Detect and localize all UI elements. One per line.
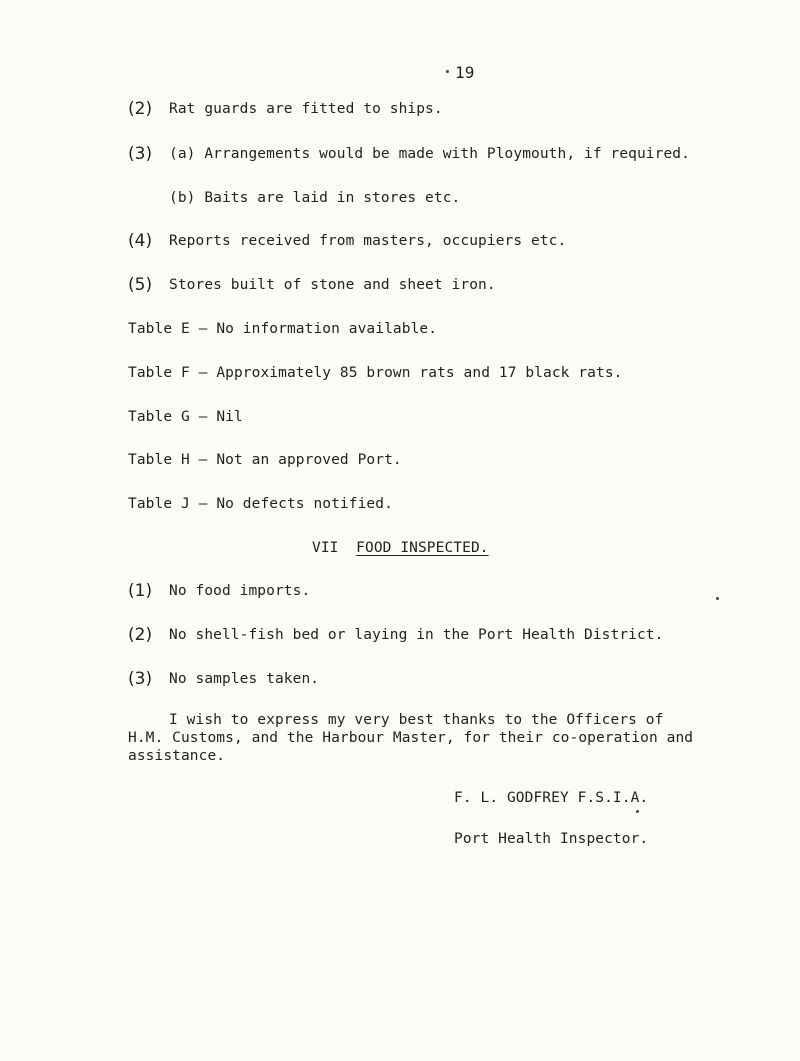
table-label-text: Table F bbox=[128, 365, 190, 381]
signature-title: Port Health Inspector. bbox=[454, 831, 649, 847]
table-entry: Not an approved Port. bbox=[216, 452, 402, 468]
table-label: Table H – Not an approved Port. bbox=[128, 452, 402, 468]
list-item: (b) Baits are laid in stores etc. bbox=[169, 190, 461, 206]
section-heading bbox=[312, 539, 489, 557]
item-number: (4) bbox=[128, 231, 153, 251]
table-entry: Nil bbox=[216, 409, 243, 425]
table-entry: No information available. bbox=[216, 321, 438, 337]
item-number: (2) bbox=[128, 625, 153, 645]
list-item: Stores built of stone and sheet iron. bbox=[169, 277, 496, 293]
item-number: (1) bbox=[128, 581, 153, 601]
table-label-text: Table H bbox=[128, 452, 190, 468]
list-item: Reports received from masters, occupiers etc. bbox=[169, 233, 567, 249]
closing-paragraph-line: I wish to express my very best thanks to the Officers of bbox=[169, 712, 664, 728]
table-entry: No defects notified. bbox=[216, 496, 393, 512]
list-item: No shell-fish bed or laying in the Port Health District. bbox=[169, 627, 664, 643]
section-number: VII bbox=[312, 540, 339, 556]
closing-paragraph-line: H.M. Customs, and the Harbour Master, for their co-operation and bbox=[128, 730, 694, 746]
item-number: (3) bbox=[128, 144, 153, 164]
list-item: Rat guards are fitted to ships. bbox=[169, 101, 443, 117]
item-number: (2) bbox=[128, 99, 153, 119]
item-number: (3) bbox=[128, 669, 153, 689]
scan-speck bbox=[636, 810, 639, 813]
scan-speck bbox=[446, 70, 449, 73]
closing-paragraph-line: assistance. bbox=[128, 748, 226, 764]
list-item: (a) Arrangements would be made with Ploymouth, if required. bbox=[169, 146, 690, 162]
table-label: Table E – No information available. bbox=[128, 321, 438, 337]
list-item: No samples taken. bbox=[169, 671, 320, 687]
list-item: No food imports. bbox=[169, 583, 311, 599]
table-label-text: Table E bbox=[128, 321, 190, 337]
table-label: Table J – No defects notified. bbox=[128, 496, 393, 512]
table-label-text: Table J bbox=[128, 496, 190, 512]
page-number: 19 bbox=[455, 63, 475, 82]
item-number: (5) bbox=[128, 275, 153, 295]
table-label: Table G – Nil bbox=[128, 409, 243, 425]
table-entry: Approximately 85 brown rats and 17 black rats. bbox=[216, 365, 623, 381]
table-label-text: Table G bbox=[128, 409, 190, 425]
signature-name: F. L. GODFREY F.S.I.A. bbox=[454, 790, 649, 806]
table-label: Table F – Approximately 85 brown rats and 17 black rats. bbox=[128, 365, 623, 381]
scan-speck bbox=[716, 597, 719, 600]
section-title: FOOD INSPECTED. bbox=[356, 540, 489, 556]
